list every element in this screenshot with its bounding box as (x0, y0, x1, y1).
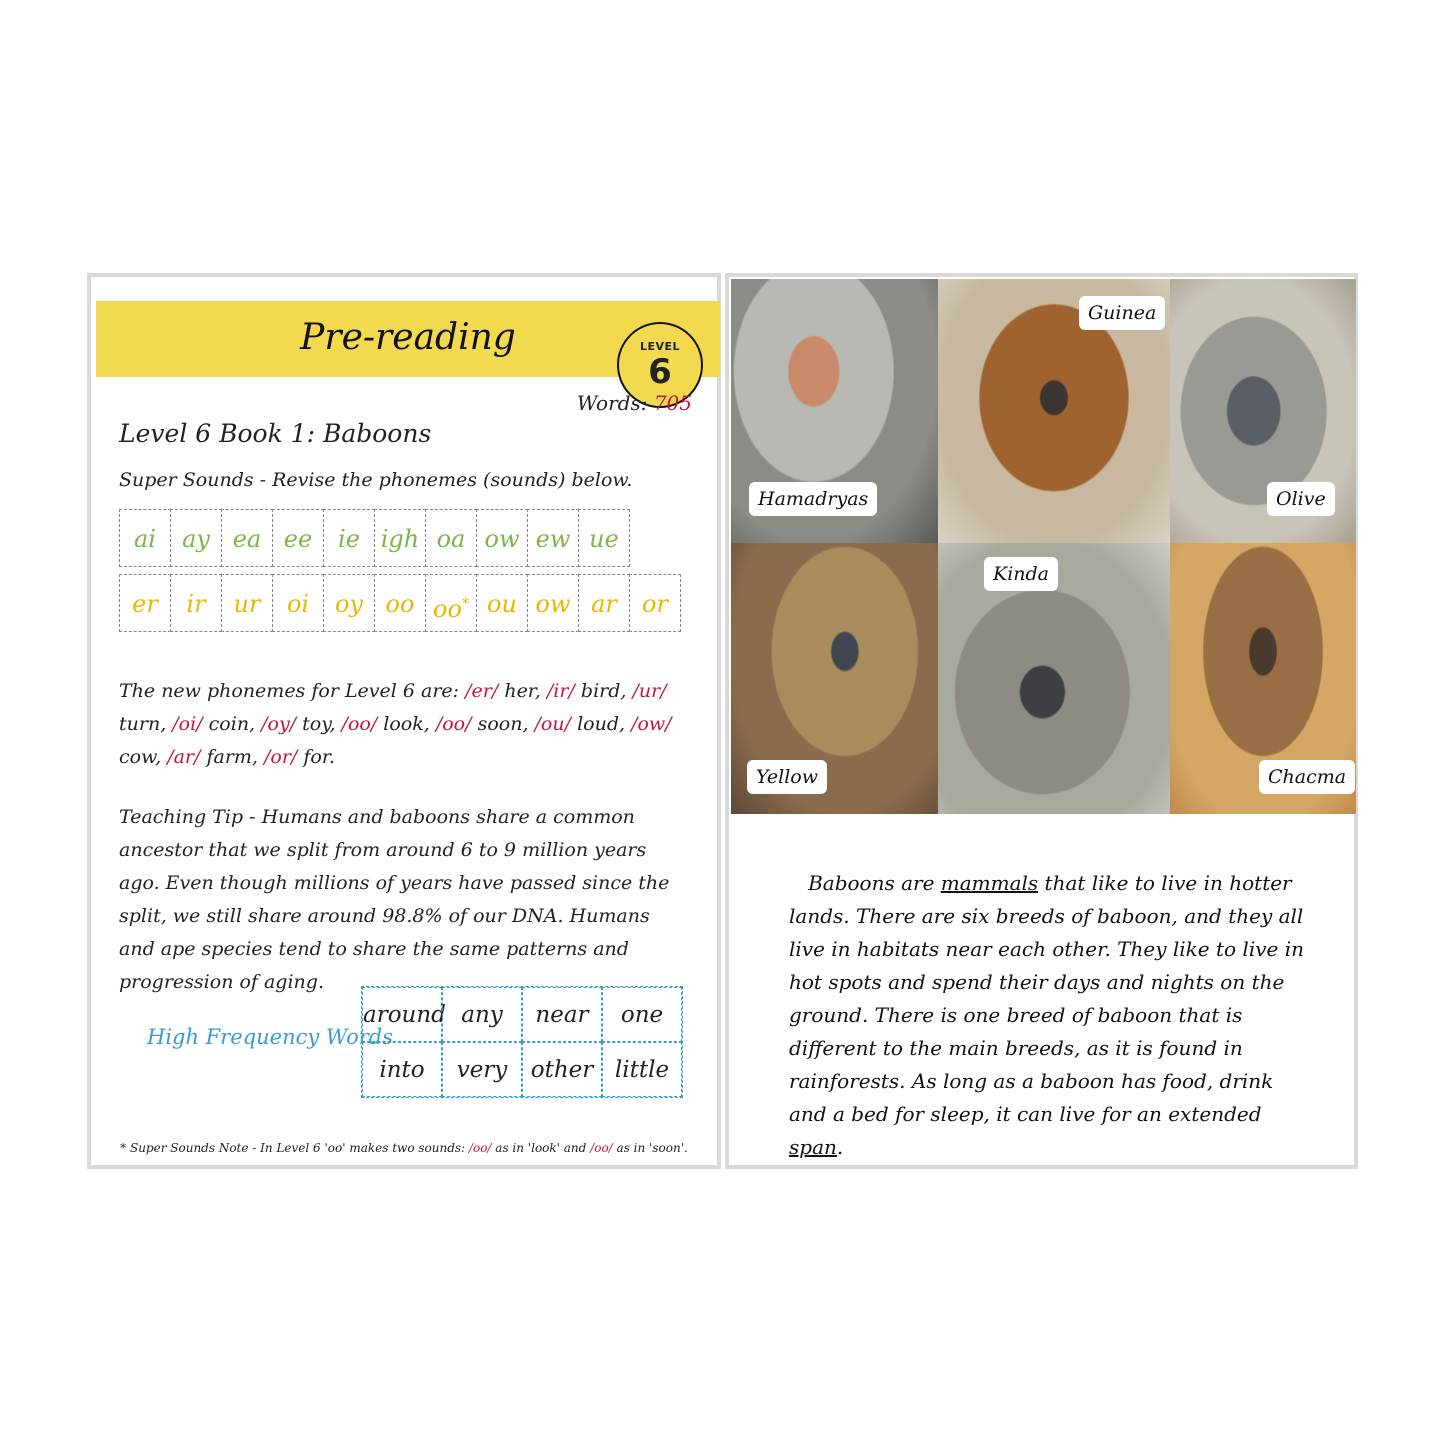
phoneme: /ur/ (632, 680, 667, 702)
left-page (87, 273, 721, 1169)
new-sounds-row (119, 574, 680, 632)
hfw-grid (361, 986, 683, 1098)
hfw-word: into (362, 1042, 442, 1097)
hfw-word: very (442, 1042, 522, 1097)
sound-cell: oi (272, 574, 324, 632)
hfw-word: other (522, 1042, 602, 1097)
example-word: soon, (477, 713, 529, 735)
phoneme: /ir/ (546, 680, 575, 702)
super-sounds-intro: Super Sounds - Revise the phonemes (sounds) below. (119, 469, 633, 491)
book-title: Level 6 Book 1: Baboons (119, 419, 432, 448)
hfw-label: High Frequency Words (147, 1025, 393, 1049)
example-word: bird, (580, 680, 627, 702)
footnote-phoneme: /oo/ (468, 1141, 492, 1155)
sound-cell: ou (476, 574, 528, 632)
photo-label: Kinda (984, 557, 1058, 591)
photo-label: Hamadryas (749, 482, 877, 516)
sound-cell: ie (323, 509, 375, 567)
level-badge-number: 6 (648, 352, 672, 392)
example-word: loud, (577, 713, 626, 735)
sound-cell: ar (578, 574, 630, 632)
footnote-phoneme: /oo/ (590, 1141, 613, 1155)
sound-cell: ee (272, 509, 324, 567)
sound-cell: or (629, 574, 681, 632)
phoneme: /oo/ (341, 713, 378, 735)
sound-cell: oa (425, 509, 477, 567)
asterisk-marker: * (461, 596, 469, 612)
sound-cell: ea (221, 509, 273, 567)
photo-olive (1170, 279, 1356, 543)
word-count (577, 391, 692, 415)
vocab-word: mammals (940, 871, 1039, 895)
level-badge-label: LEVEL (639, 340, 681, 353)
sound-cell: igh (374, 509, 426, 567)
photo-label: Chacma (1259, 760, 1355, 794)
photo-label: Yellow (747, 760, 827, 794)
word-count-value: 705 (653, 391, 692, 415)
footnote-text: as in 'look' and (495, 1141, 587, 1155)
example-word: farm, (206, 746, 258, 768)
phoneme: /er/ (465, 680, 499, 702)
photo-hamadryas (731, 279, 938, 543)
sound-cell: ow (527, 574, 579, 632)
phoneme: /oo/ (435, 713, 472, 735)
footnote-text: as in 'soon'. (616, 1141, 688, 1155)
baboon-photo-grid (731, 279, 1356, 814)
hfw-word: around (362, 987, 442, 1042)
phoneme: /oy/ (261, 713, 297, 735)
new-phonemes-intro: The new phonemes for Level 6 are: (119, 680, 460, 702)
story-part: that like to live in hotter lands. There are six breeds of baboon, and they all live in habitats near each other. They like to live in hot spots and spend their days and nights on the ground. There is one breed of baboon that is different to the main breeds, as it is found in rainforests. As long as a baboon has food, drink and a bed for sleep, it can live for an extended (789, 871, 1304, 1126)
story-part: Baboons are (808, 871, 935, 895)
photo-label: Olive (1267, 482, 1335, 516)
sound-cell: ow (476, 509, 528, 567)
example-word: turn, (119, 713, 167, 735)
phoneme: /or/ (264, 746, 298, 768)
word-count-label: Words: (576, 391, 648, 415)
phoneme: /ou/ (534, 713, 572, 735)
story-text (789, 867, 1309, 1164)
hfw-word: little (602, 1042, 682, 1097)
page-title: Pre-reading (300, 317, 516, 358)
sound-cell: ew (527, 509, 579, 567)
teaching-tip: Teaching Tip - Humans and baboons share a common ancestor that we split from around 6 to 9 million years ago. Even though millions of years have passed since the split, we still share around 98.8% of our DNA. Humans and ape species tend to share the same patterns and progression of aging. (119, 806, 670, 993)
vocab-word: span (789, 1135, 837, 1159)
example-word: cow, (119, 746, 162, 768)
phoneme: /ar/ (167, 746, 201, 768)
sound-cell-text: oo (433, 595, 462, 623)
sound-cell: ur (221, 574, 273, 632)
sound-cell: oo (374, 574, 426, 632)
hfw-word: any (442, 987, 522, 1042)
example-word: her, (504, 680, 541, 702)
example-word: look, (383, 713, 430, 735)
photo-kinda (938, 543, 1170, 814)
hfw-word: near (522, 987, 602, 1042)
sound-cell: er (119, 574, 171, 632)
sound-cell-starred (425, 574, 477, 632)
revise-sounds-row (119, 509, 629, 567)
example-word: toy, (302, 713, 336, 735)
sound-cell: ir (170, 574, 222, 632)
example-word: for. (303, 746, 335, 768)
photo-label: Guinea (1079, 296, 1165, 330)
super-sounds-footnote (91, 1141, 717, 1155)
hfw-word: one (602, 987, 682, 1042)
sound-cell: ay (170, 509, 222, 567)
photo-chacma (1170, 543, 1356, 814)
photo-yellow (731, 543, 938, 814)
photo-guinea (938, 279, 1170, 543)
sound-cell: ai (119, 509, 171, 567)
right-page (725, 273, 1358, 1169)
sound-cell: ue (578, 509, 630, 567)
example-word: coin, (208, 713, 256, 735)
new-phonemes-paragraph (119, 675, 689, 774)
phoneme: /ow/ (631, 713, 672, 735)
sound-cell: oy (323, 574, 375, 632)
phoneme: /oi/ (172, 713, 203, 735)
footnote-text: * Super Sounds Note - In Level 6 'oo' makes two sounds: (120, 1141, 466, 1155)
header-banner (96, 301, 720, 392)
story-part: . (836, 1135, 844, 1159)
